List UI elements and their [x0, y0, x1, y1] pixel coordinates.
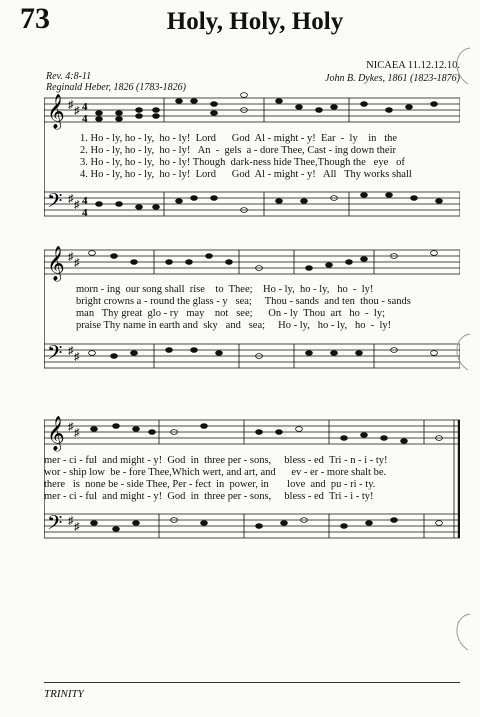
svg-text:4: 4 — [82, 207, 88, 219]
page-curl-mark — [448, 44, 474, 88]
verse-line: 3. Ho - ly, ho - ly, ho - ly! Though dark-ness hide Thee,Though the eye of — [80, 157, 405, 168]
treble-clef-icon: 𝄞 — [47, 246, 65, 281]
svg-text:♯: ♯ — [74, 521, 80, 533]
svg-text:♯: ♯ — [74, 351, 80, 363]
treble-clef-icon: 𝄞 — [47, 416, 65, 451]
bass-clef-icon: 𝄢 — [47, 341, 63, 369]
svg-text:♯: ♯ — [68, 193, 74, 205]
author-credit: Reginald Heber, 1826 (1783-1826) — [46, 82, 186, 93]
verse-line: 2. Ho - ly, ho - ly, ho - ly! An - gels a - dore Thee, Cast - ing down their — [80, 145, 397, 156]
svg-text:4: 4 — [82, 101, 88, 113]
svg-text:♯: ♯ — [74, 427, 80, 439]
composer-credit: John B. Dykes, 1861 (1823-1876) — [325, 73, 460, 84]
bass-clef-icon: 𝄢 — [47, 511, 63, 539]
scripture-reference: Rev. 4:8-11 — [46, 71, 92, 82]
verse-line: wor - ship low be - fore Thee,Which wert, and art, and ev - er - more shalt be. — [44, 467, 387, 478]
verse-line: praise Thy name in earth and sky and sea; Ho - ly, ho - ly, ho - ly! — [76, 320, 392, 331]
svg-text:♯: ♯ — [68, 421, 74, 433]
hymn-title: Holy, Holy, Holy — [166, 8, 344, 35]
verse-line: man Thy great glo - ry may not see; On - ly Thou art ho - ly; — [76, 308, 386, 319]
verse-line: bright crowns a - round the glass - y sea; Thou - sands and ten thou - sands — [76, 296, 411, 307]
svg-text:4: 4 — [82, 195, 88, 207]
svg-text:♯: ♯ — [74, 257, 80, 269]
hymn-number: 73 — [20, 2, 50, 35]
verse-line: morn - ing our song shall rise to Thee; Ho - ly, ho - ly, ho - ly! — [76, 284, 374, 295]
treble-clef-icon: 𝄞 — [47, 94, 65, 129]
bass-clef-icon: 𝄢 — [47, 189, 63, 217]
verse-line: there is none be - side Thee, Per - fect in power, in love and pu - ri - ty. — [44, 479, 376, 490]
svg-text:♯: ♯ — [68, 515, 74, 527]
verse-line: 1. Ho - ly, ho - ly, ho - ly! Lord God Al - might - y! Ear - ly in the — [80, 133, 398, 144]
tune-meter: NICAEA 11.12.12.10. — [366, 60, 460, 71]
svg-text:♯: ♯ — [68, 251, 74, 263]
svg-text:♯: ♯ — [68, 345, 74, 357]
page-curl-mark — [448, 610, 474, 654]
svg-text:♯: ♯ — [74, 199, 80, 211]
footer-rule — [44, 682, 460, 683]
svg-text:♯: ♯ — [74, 105, 80, 117]
verse-line: 4. Ho - ly, ho - ly, ho - ly! Lord God Al - might - y! All Thy works shall — [80, 169, 412, 180]
page-curl-mark — [448, 330, 474, 374]
tune-name-footer: TRINITY — [44, 688, 84, 700]
svg-text:4: 4 — [82, 113, 88, 125]
verse-line: mer - ci - ful and might - y! God in three per - sons, bless - ed Tri - i - ty! — [44, 491, 374, 502]
verse-line: mer - ci - ful and might - y! God in three per - sons, bless - ed Tri - n - i - ty! — [44, 455, 388, 466]
svg-text:♯: ♯ — [68, 99, 74, 111]
